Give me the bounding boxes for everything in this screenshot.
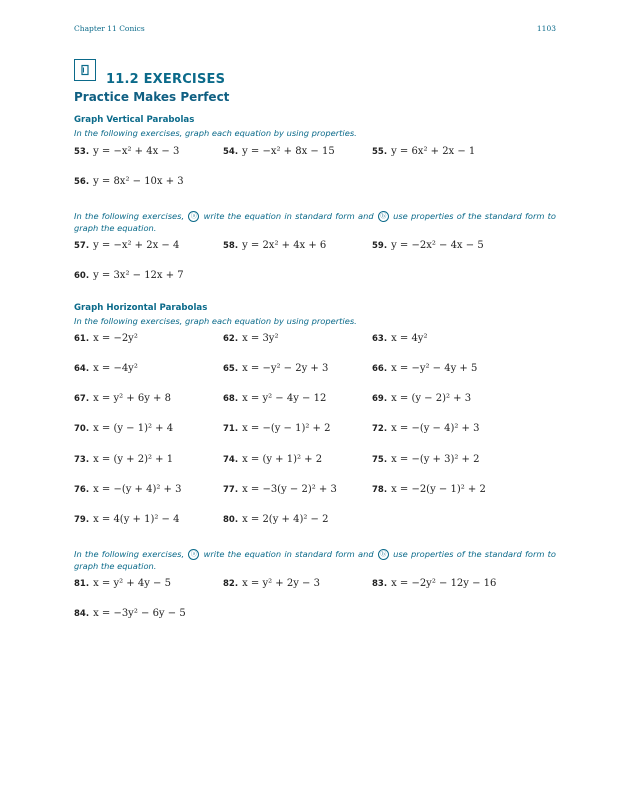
exercise-item: 73. x = (y + 2)² + 1 — [74, 454, 174, 465]
book-icon — [74, 59, 96, 81]
exercise-item: 84. x = −3y² − 6y − 5 — [74, 608, 186, 619]
exercise-item: 71. x = −(y − 1)² + 2 — [223, 423, 331, 434]
exercise-item: 72. x = −(y − 4)² + 3 — [372, 423, 480, 434]
heading-vertical-parabolas: Graph Vertical Parabolas — [74, 115, 195, 125]
exercise-item: 83. x = −2y² − 12y − 16 — [372, 578, 497, 589]
exercise-item: 61. x = −2y² — [74, 333, 138, 344]
exercise-item: 77. x = −3(y − 2)² + 3 — [223, 484, 337, 495]
instruction-text: write the equation in standard form and — [203, 211, 374, 221]
circled-a-icon: ⓐ — [188, 211, 199, 222]
instruction-vertical: In the following exercises, graph each equation by using properties. — [74, 128, 357, 138]
instruction-standard-form-1 — [74, 211, 556, 234]
exercise-item: 74. x = (y + 1)² + 2 — [223, 454, 323, 465]
exercise-item: 63. x = 4y² — [372, 333, 428, 344]
exercise-item: 68. x = y² − 4y − 12 — [223, 393, 327, 404]
instruction-horizontal: In the following exercises, graph each equation by using properties. — [74, 316, 357, 326]
exercise-item: 59. y = −2x² − 4x − 5 — [372, 240, 484, 251]
circled-b-icon: ⓑ — [378, 549, 389, 560]
exercise-item: 78. x = −2(y − 1)² + 2 — [372, 484, 486, 495]
chapter-header: Chapter 11 Conics — [74, 24, 145, 33]
exercise-item: 56. y = 8x² − 10x + 3 — [74, 176, 184, 187]
instruction-text: use properties of the standard form to graph the equation. — [74, 549, 557, 571]
heading-horizontal-parabolas: Graph Horizontal Parabolas — [74, 303, 208, 313]
exercise-item: 54. y = −x² + 8x − 15 — [223, 146, 335, 157]
exercise-item: 81. x = y² + 4y − 5 — [74, 578, 171, 589]
instruction-text: use properties of the standard form to graph the equation. — [74, 211, 557, 233]
circled-b-icon: ⓑ — [378, 211, 389, 222]
exercise-item: 66. x = −y² − 4y + 5 — [372, 363, 478, 374]
circled-a-icon: ⓐ — [188, 549, 199, 560]
exercise-item: 60. y = 3x² − 12x + 7 — [74, 270, 184, 281]
exercise-item: 55. y = 6x² + 2x − 1 — [372, 146, 476, 157]
instruction-text: write the equation in standard form and — [203, 549, 374, 559]
exercise-item: 69. x = (y − 2)² + 3 — [372, 393, 472, 404]
exercise-item: 70. x = (y − 1)² + 4 — [74, 423, 174, 434]
instruction-text: In the following exercises, — [74, 211, 185, 221]
exercise-item: 53. y = −x² + 4x − 3 — [74, 146, 180, 157]
exercise-item: 57. y = −x² + 2x − 4 — [74, 240, 180, 251]
exercise-item: 82. x = y² + 2y − 3 — [223, 578, 320, 589]
page-number: 1103 — [536, 24, 556, 33]
exercise-item: 65. x = −y² − 2y + 3 — [223, 363, 329, 374]
exercise-item: 58. y = 2x² + 4x + 6 — [223, 240, 327, 251]
instruction-text: In the following exercises, — [74, 549, 185, 559]
exercise-item: 62. x = 3y² — [223, 333, 279, 344]
section-subtitle: Practice Makes Perfect — [74, 90, 230, 104]
exercise-item: 79. x = 4(y + 1)² − 4 — [74, 514, 180, 525]
exercise-item: 80. x = 2(y + 4)² − 2 — [223, 514, 329, 525]
instruction-standard-form-2 — [74, 549, 556, 572]
exercise-item: 64. x = −4y² — [74, 363, 138, 374]
exercise-item: 75. x = −(y + 3)² + 2 — [372, 454, 480, 465]
exercise-item: 67. x = y² + 6y + 8 — [74, 393, 171, 404]
section-title: 11.2 EXERCISES — [106, 72, 226, 87]
exercise-item: 76. x = −(y + 4)² + 3 — [74, 484, 182, 495]
